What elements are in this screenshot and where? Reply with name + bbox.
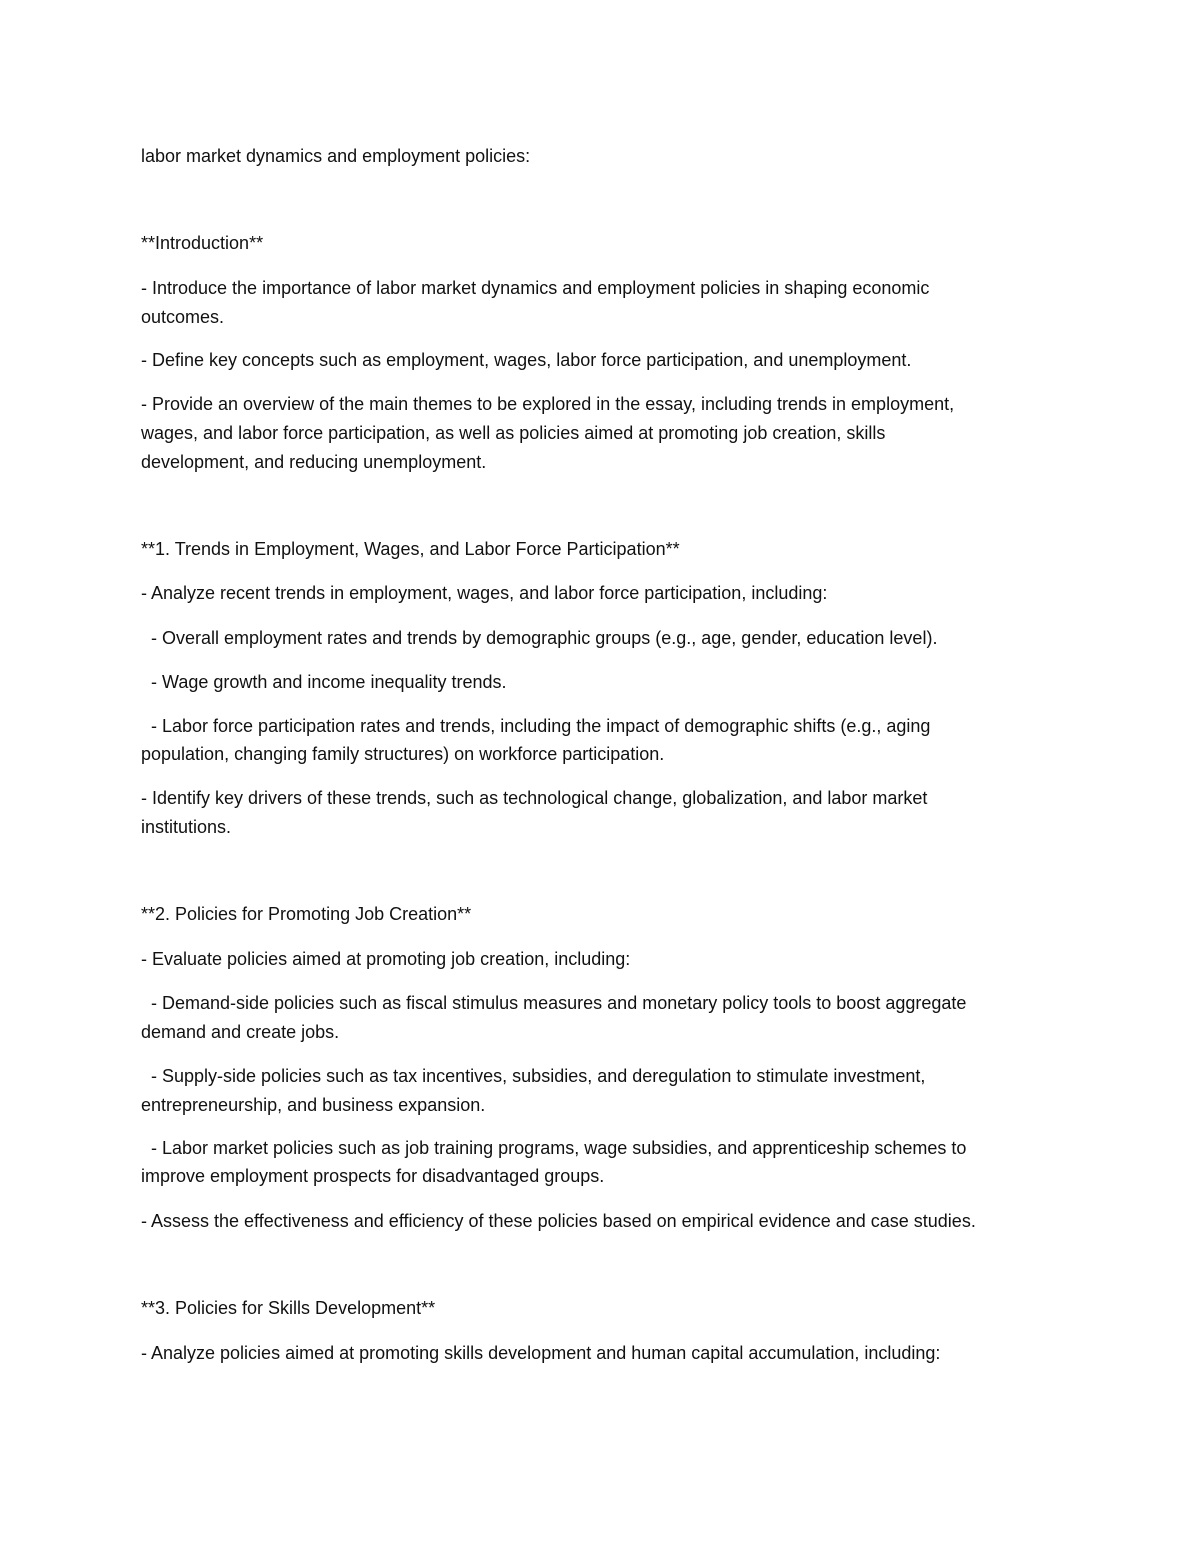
section-2-bullet-2-line-2: entrepreneurship, and business expansion. — [141, 1095, 486, 1115]
section-1-bullet-3-line-2: population, changing family structures) on workforce participation. — [141, 744, 665, 764]
intro-paragraph-3-line-3: development, and reducing unemployment. — [141, 452, 487, 472]
document-title: labor market dynamics and employment policies: — [141, 146, 531, 166]
section-1-heading: **1. Trends in Employment, Wages, and Labor Force Participation** — [141, 539, 680, 559]
intro-paragraph-2: - Define key concepts such as employment, wages, labor force participation, and unemployment. — [141, 350, 912, 370]
section-3-heading: **3. Policies for Skills Development** — [141, 1298, 436, 1318]
section-1-bullet-1: - Overall employment rates and trends by demographic groups (e.g., age, gender, education level). — [141, 628, 938, 648]
section-2-bullet-1-line-2: demand and create jobs. — [141, 1022, 340, 1042]
section-1-paragraph-5-line-2: institutions. — [141, 817, 232, 837]
section-1-bullet-3-line-1: - Labor force participation rates and trends, including the impact of demographic shifts (e.g., aging — [141, 716, 931, 736]
section-2-paragraph-1: - Evaluate policies aimed at promoting job creation, including: — [141, 949, 631, 969]
section-2-bullet-1-line-1: - Demand-side policies such as fiscal stimulus measures and monetary policy tools to boost aggregate — [141, 993, 967, 1013]
section-2-paragraph-5: - Assess the effectiveness and efficiency of these policies based on empirical evidence and case studies. — [141, 1211, 976, 1231]
intro-heading: **Introduction** — [141, 233, 264, 253]
section-1-bullet-2: - Wage growth and income inequality trends. — [141, 672, 507, 692]
section-2-bullet-2-line-1: - Supply-side policies such as tax incentives, subsidies, and deregulation to stimulate investment, — [141, 1066, 926, 1086]
intro-paragraph-1-line-1: - Introduce the importance of labor market dynamics and employment policies in shaping economic — [141, 278, 930, 298]
intro-paragraph-3-line-2: wages, and labor force participation, as well as policies aimed at promoting job creation, skills — [141, 423, 886, 443]
section-1-paragraph-5-line-1: - Identify key drivers of these trends, such as technological change, globalization, and labor market — [141, 788, 928, 808]
section-2-heading: **2. Policies for Promoting Job Creation** — [141, 904, 472, 924]
intro-paragraph-1-line-2: outcomes. — [141, 307, 225, 327]
section-2-bullet-3-line-1: - Labor market policies such as job training programs, wage subsidies, and apprenticeship schemes to — [141, 1138, 967, 1158]
intro-paragraph-3-line-1: - Provide an overview of the main themes to be explored in the essay, including trends in employment, — [141, 394, 955, 414]
section-2-bullet-3-line-2: improve employment prospects for disadvantaged groups. — [141, 1166, 605, 1186]
section-1-paragraph-1: - Analyze recent trends in employment, wages, and labor force participation, including: — [141, 583, 828, 603]
section-3-paragraph-1: - Analyze policies aimed at promoting skills development and human capital accumulation, including: — [141, 1343, 941, 1363]
